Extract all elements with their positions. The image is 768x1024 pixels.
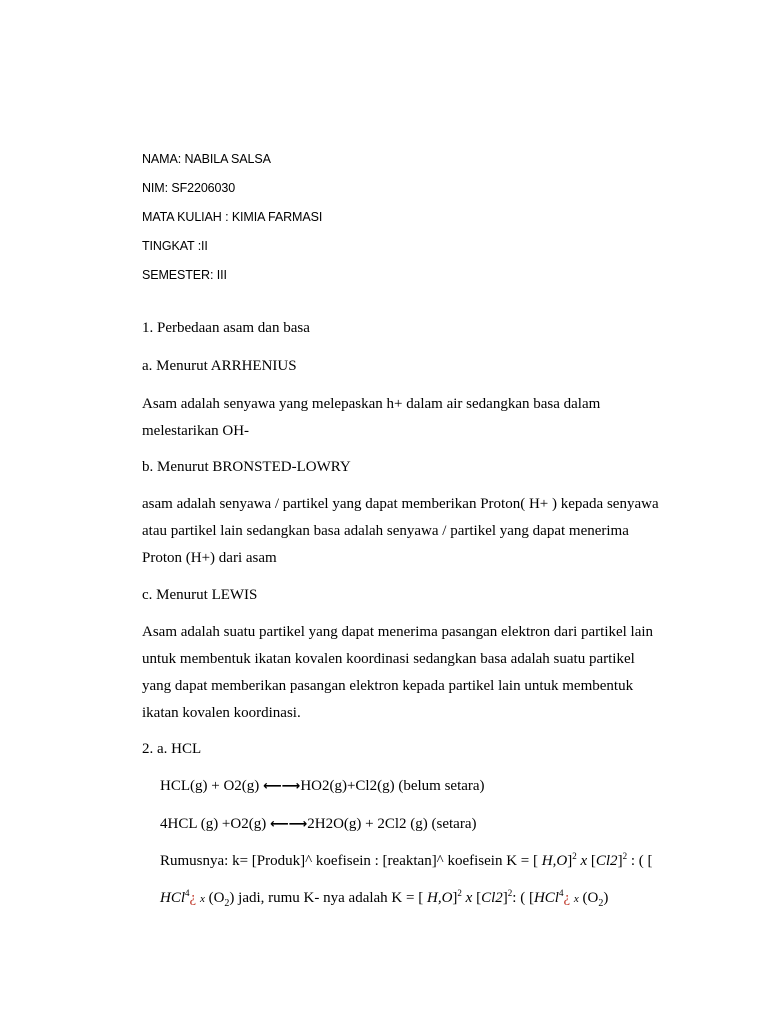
equation-right: 2H2O(g) + 2Cl2 (g) (setara) bbox=[307, 816, 477, 832]
math-bracket: [ bbox=[528, 890, 534, 906]
math-subscript: 2 bbox=[224, 898, 230, 909]
math-symbol: HCl bbox=[533, 890, 559, 906]
bronsted-text-line: asam adalah senyawa / partikel yang dapat memberikan Proton( H+ ) kepada senyawa bbox=[142, 496, 659, 512]
math-exponent: 2 bbox=[507, 888, 513, 898]
math-exponent: 2 bbox=[457, 888, 462, 898]
math-subscript: 2 bbox=[598, 898, 604, 909]
formula-text: : ( bbox=[512, 890, 529, 906]
math-exponent: 4 bbox=[185, 888, 190, 898]
math-symbol: ¿ bbox=[189, 890, 197, 906]
math-exponent: 2 bbox=[622, 851, 628, 861]
lewis-text-line: ikatan kovalen koordinasi. bbox=[142, 705, 301, 721]
math-exponent: 4 bbox=[558, 888, 564, 898]
math-bracket: [ bbox=[418, 890, 424, 906]
arrhenius-text-line: melestarikan OH- bbox=[142, 423, 250, 439]
math-bracket: [ bbox=[533, 853, 539, 869]
student-semester: SEMESTER: III bbox=[142, 268, 227, 282]
student-name: NAMA: NABILA SALSA bbox=[142, 152, 271, 166]
formula-line-1 bbox=[160, 853, 652, 870]
question-1-title: 1. Perbedaan asam dan basa bbox=[142, 320, 310, 336]
formula-text: (O bbox=[578, 890, 599, 906]
lewis-text-line: yang dapat memberikan pasangan elektron kepada partikel lain untuk membentuk bbox=[142, 678, 634, 694]
formula-text: Rumusnya: k= [Produk]^ koefisein : [reaktan]^ koefisein K = bbox=[160, 853, 534, 869]
lewis-text-line: untuk membentuk ikatan kovalen koordinasi sedangkan basa adalah suatu partikel bbox=[142, 651, 635, 667]
math-exponent: 2 bbox=[572, 851, 577, 861]
student-level: TINGKAT :II bbox=[142, 239, 208, 253]
bronsted-text-line: atau partikel lain sedangkan basa adalah senyawa / partikel yang dapat menerima bbox=[142, 523, 629, 539]
bronsted-text-line: Proton (H+) dari asam bbox=[142, 550, 277, 566]
math-bracket: ] bbox=[617, 853, 623, 869]
math-symbol: ,O bbox=[552, 853, 568, 869]
formula-text: ) jadi, rumu K- nya adalah K = bbox=[229, 890, 419, 906]
math-symbol: x bbox=[580, 853, 588, 869]
math-symbol: H bbox=[541, 853, 553, 869]
equation-left: 4HCL (g) +O2(g) bbox=[160, 816, 270, 832]
student-info bbox=[142, 145, 322, 290]
equilibrium-arrow-icon: ⟵⟶ bbox=[263, 779, 301, 794]
math-bracket: [ bbox=[590, 853, 596, 869]
arrhenius-text-line: Asam adalah senyawa yang melepaskan h+ dalam air sedangkan basa dalam bbox=[142, 396, 601, 412]
math-symbol: ,O bbox=[437, 890, 453, 906]
equation-balanced bbox=[160, 816, 477, 833]
formula-text: (O bbox=[204, 890, 225, 906]
equilibrium-arrow-icon: ⟵⟶ bbox=[269, 817, 308, 832]
math-symbol: H bbox=[426, 890, 438, 906]
math-bracket: ] bbox=[452, 890, 458, 906]
math-symbol: x bbox=[573, 893, 579, 905]
math-symbol: Cl2 bbox=[481, 890, 503, 906]
bronsted-title: b. Menurut BRONSTED-LOWRY bbox=[142, 459, 351, 475]
lewis-title: c. Menurut LEWIS bbox=[142, 587, 258, 603]
formula-text: : ( [ bbox=[627, 853, 653, 869]
student-nim: NIM: SF2206030 bbox=[142, 181, 236, 195]
math-symbol: ¿ bbox=[563, 890, 571, 906]
math-symbol: x bbox=[465, 890, 473, 906]
equation-unbalanced bbox=[160, 778, 485, 795]
equation-right: HO2(g)+Cl2(g) (belum setara) bbox=[300, 778, 485, 794]
question-2-title: 2. a. HCL bbox=[142, 741, 202, 757]
math-bracket: ] bbox=[567, 853, 573, 869]
arrhenius-title: a. Menurut ARRHENIUS bbox=[142, 358, 297, 374]
lewis-text-line: Asam adalah suatu partikel yang dapat menerima pasangan elektron dari partikel lain bbox=[142, 624, 654, 640]
math-symbol: x bbox=[199, 893, 205, 905]
math-symbol: HCl bbox=[160, 890, 186, 906]
formula-line-2 bbox=[160, 890, 608, 909]
math-bracket: ] bbox=[502, 890, 508, 906]
equation-left: HCL(g) + O2(g) bbox=[160, 778, 264, 794]
math-symbol: Cl2 bbox=[595, 853, 618, 869]
math-bracket: [ bbox=[476, 890, 482, 906]
formula-text: ) bbox=[603, 890, 609, 906]
course-name: MATA KULIAH : KIMIA FARMASI bbox=[142, 210, 323, 224]
